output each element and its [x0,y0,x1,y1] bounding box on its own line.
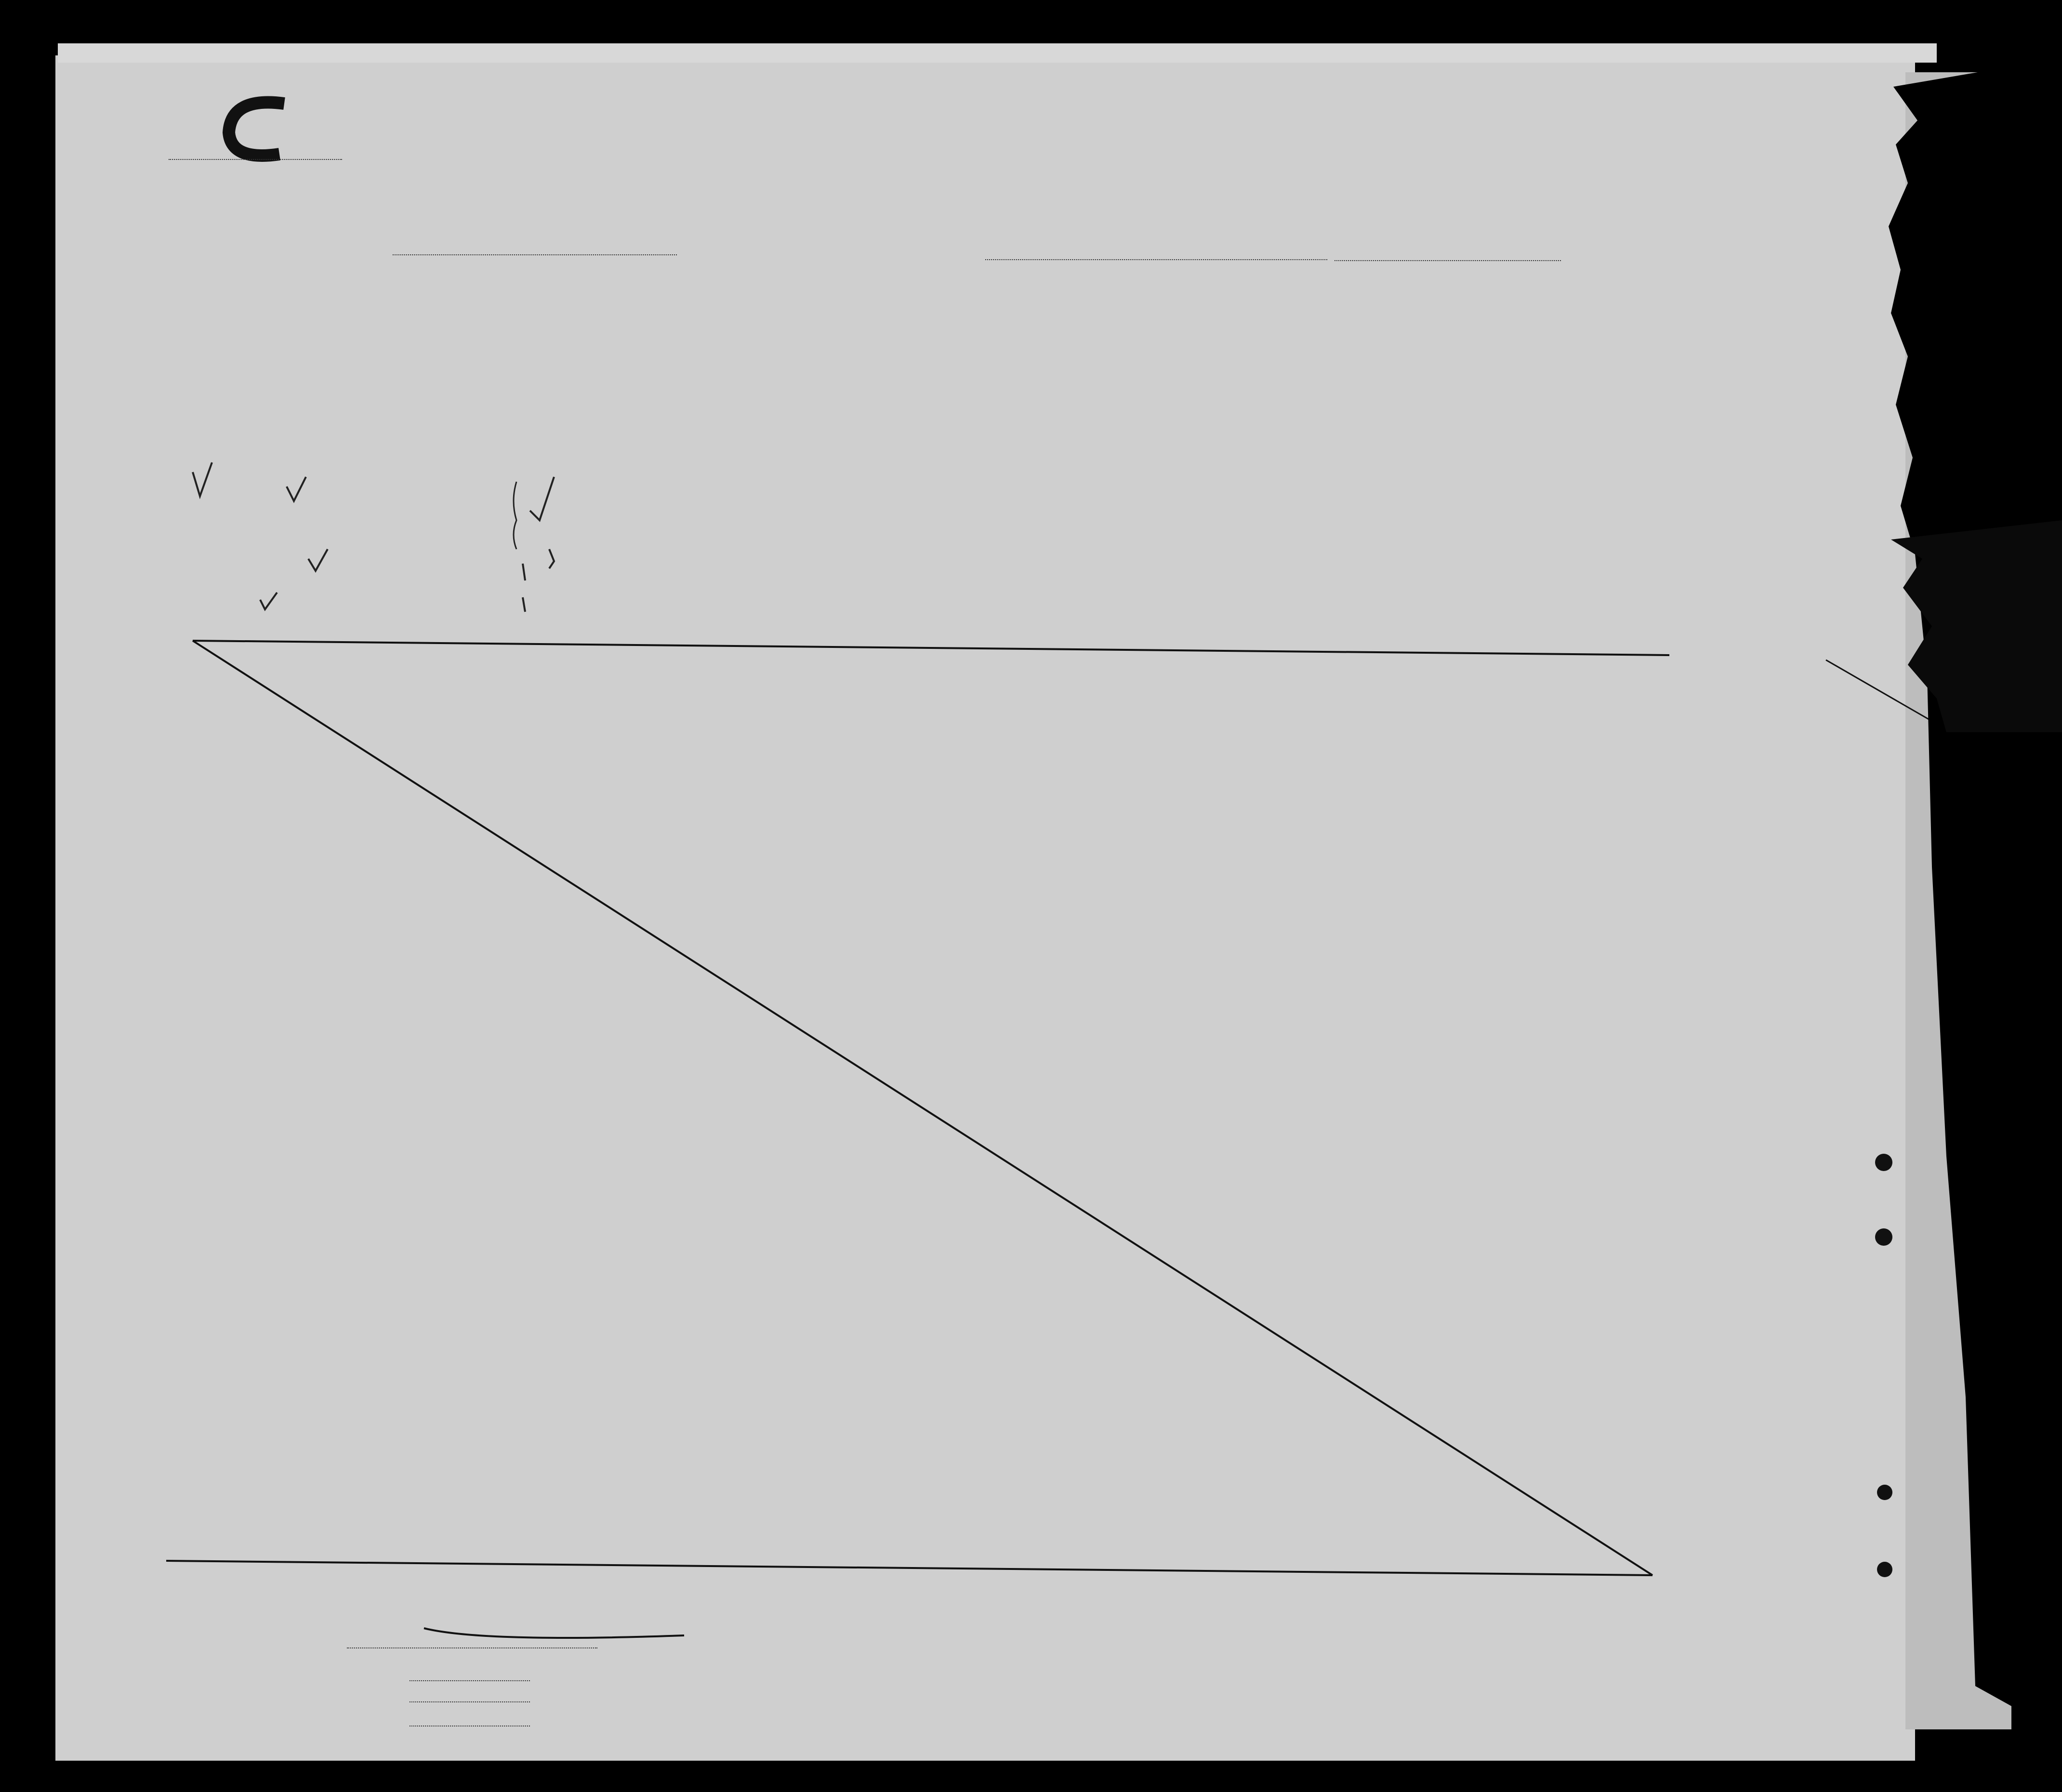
ship-underline [393,254,677,255]
binding-holes [1875,1154,1892,1577]
list-underline [169,159,342,160]
upper-cancel-line [193,641,1669,655]
purser-underline [347,1647,597,1648]
check-marks [193,462,554,612]
date-underline [1335,260,1561,261]
lower-cancel-line [166,1561,1652,1575]
port-underline [985,259,1327,260]
cancel-diagonal [193,641,1652,1575]
list-letter-mark [229,103,284,156]
